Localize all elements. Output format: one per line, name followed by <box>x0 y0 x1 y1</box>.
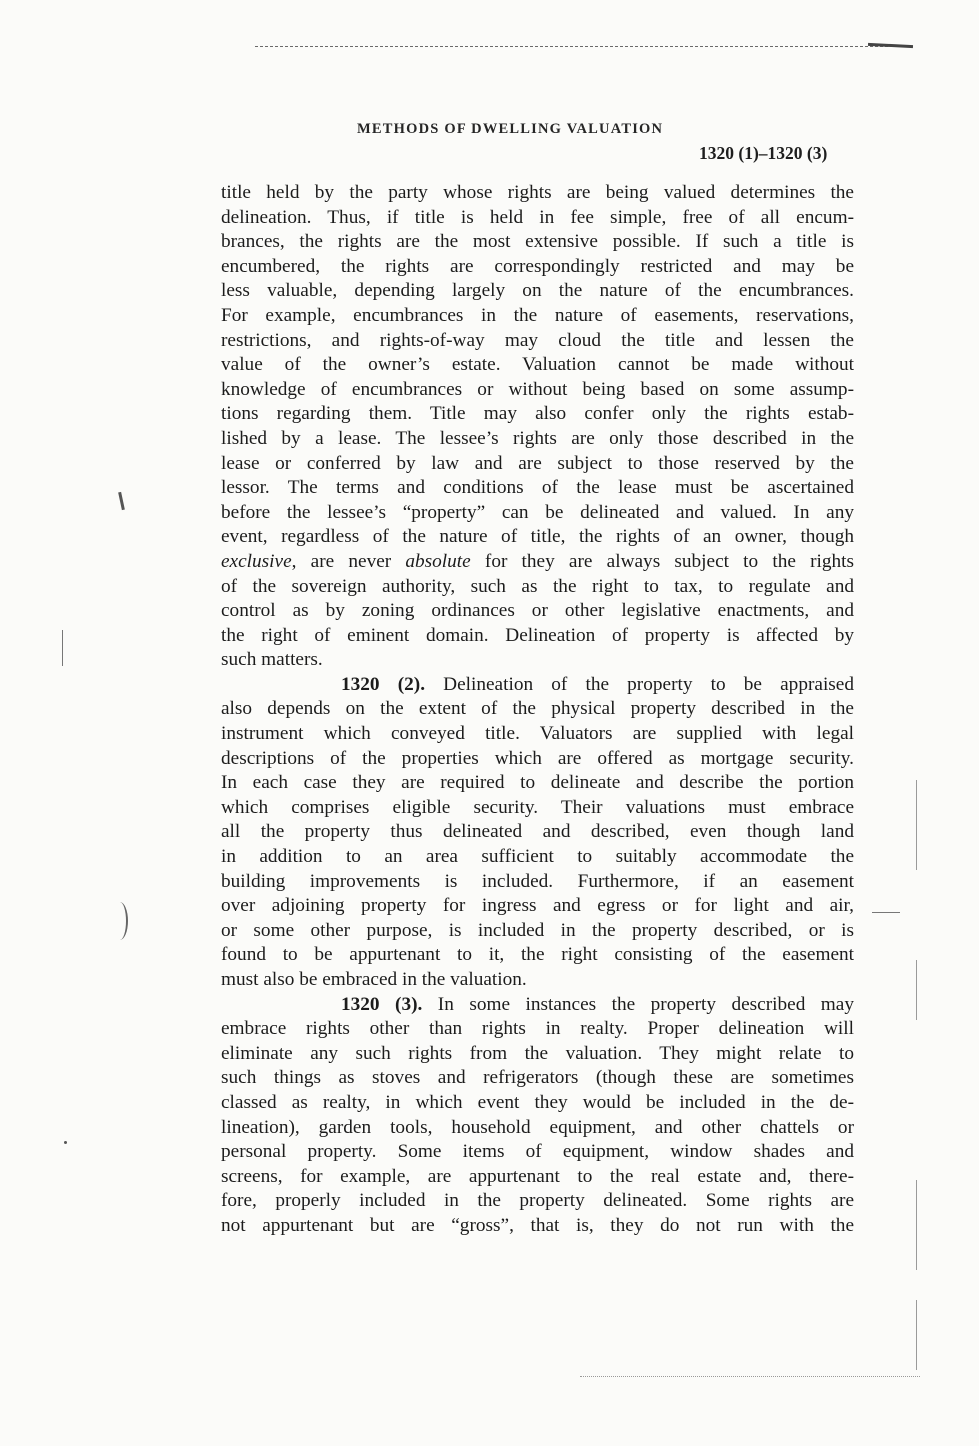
emphasis-exclusive: exclusive <box>221 550 292 572</box>
body-text <box>221 181 854 1239</box>
text-line: the right of eminent domain. Delineation of property is affected by <box>221 624 854 646</box>
text-line: all the property thus delineated and described, even though land <box>221 821 854 843</box>
margin-ink-dot <box>64 1141 67 1144</box>
text-line: classed as realty, in which event they would be included in the de- <box>221 1091 854 1113</box>
section-number: 1320 (3). <box>341 993 423 1015</box>
text-line: personal property. Some items of equipment, window shades and <box>221 1141 854 1163</box>
text-line: which comprises eligible security. Their valuations must embrace <box>221 796 854 818</box>
margin-dash-mark <box>872 912 900 913</box>
margin-edge-line <box>916 1180 917 1270</box>
text-line: descriptions of the properties which are offered as mortgage security. <box>221 747 854 769</box>
text-line: found to be appurtenant to it, the right consisting of the easement <box>221 944 854 966</box>
text-line: value of the owner’s estate. Valuation cannot be made without <box>221 354 854 376</box>
text-line: knowledge of encumbrances or without being based on some assump- <box>221 378 854 400</box>
text-line: also depends on the extent of the physical property described in the <box>221 698 854 720</box>
text-line: before the lessee’s “property” can be delineated and valued. In any <box>221 501 854 523</box>
text-line: or some other purpose, is included in the property described, or is <box>221 919 854 941</box>
text-line: less valuable, depending largely on the nature of the encumbrances. <box>221 280 854 302</box>
bottom-scan-rule <box>580 1376 920 1378</box>
text-line: delineation. Thus, if title is held in fee simple, free of all encum- <box>221 206 854 228</box>
text-line-with-emphasis: exclusive, are never absolute for they are always subject to the rights <box>221 550 854 572</box>
text-line: screens, for example, are appurtenant to the real estate and, there- <box>221 1165 854 1187</box>
text-line: lished by a lease. The lessee’s rights are only those described in the <box>221 427 854 449</box>
text-line: event, regardless of the nature of title, the rights of an owner, though <box>221 526 854 548</box>
text-line: such things as stoves and refrigerators (though these are sometimes <box>221 1067 854 1089</box>
margin-paren-mark <box>112 902 128 940</box>
text-line: building improvements is included. Furthermore, if an easement <box>221 870 854 892</box>
text-line: lease or conferred by law and are subject to those reserved by the <box>221 452 854 474</box>
text-line: For example, encumbrances in the nature of easements, reservations, <box>221 304 854 326</box>
emphasis-absolute: absolute <box>405 550 471 572</box>
text-line: instrument which conveyed title. Valuators are supplied with legal <box>221 723 854 745</box>
section-1320-2-first-line: 1320 (2). Delineation of the property to be appraised <box>341 673 854 695</box>
section-1320-3-first-line: 1320 (3). In some instances the property described may <box>341 993 854 1015</box>
running-head: METHODS OF DWELLING VALUATION <box>357 121 664 137</box>
margin-edge-line <box>916 1300 917 1370</box>
text-line: brances, the rights are the most extensive possible. If such a title is <box>221 231 854 253</box>
text-line: lessor. The terms and conditions of the lease must be ascertained <box>221 477 854 499</box>
section-range: 1320 (1)–1320 (3) <box>699 143 828 163</box>
margin-edge-line <box>916 780 917 870</box>
text-line: lineation), garden tools, household equipment, and other chattels or <box>221 1116 854 1138</box>
text-line: over adjoining property for ingress and egress or for light and air, <box>221 895 854 917</box>
text-line: eliminate any such rights from the valuation. They might relate to <box>221 1042 854 1064</box>
margin-ink-mark <box>118 492 125 510</box>
text-line: encumbered, the rights are correspondingly restricted and may be <box>221 255 854 277</box>
text-line: tions regarding them. Title may also confer only the rights estab- <box>221 403 854 425</box>
text-line: must also be embraced in the valuation. <box>221 969 527 990</box>
margin-ink-mark <box>62 630 63 666</box>
text-line: title held by the party whose rights are being valued determines the <box>221 182 854 203</box>
text-line: embrace rights other than rights in realty. Proper delineation will <box>221 1018 854 1040</box>
text-line: not appurtenant but are “gross”, that is, they do not run with the <box>221 1214 854 1236</box>
text-line: such matters. <box>221 649 323 671</box>
top-scan-rule <box>255 46 913 48</box>
text-line: of the sovereign authority, such as the right to tax, to regulate and <box>221 575 854 597</box>
margin-edge-line <box>916 960 917 1020</box>
text-line: In each case they are required to delineate and describe the portion <box>221 772 854 794</box>
text-line: control as by zoning ordinances or other legislative enactments, and <box>221 600 854 622</box>
section-number: 1320 (2). <box>341 673 426 695</box>
text-line: fore, properly included in the property delineated. Some rights are <box>221 1190 854 1212</box>
text-line: restrictions, and rights-of-way may cloud the title and lessen the <box>221 329 854 351</box>
text-line: in addition to an area sufficient to suitably accommodate the <box>221 846 854 868</box>
